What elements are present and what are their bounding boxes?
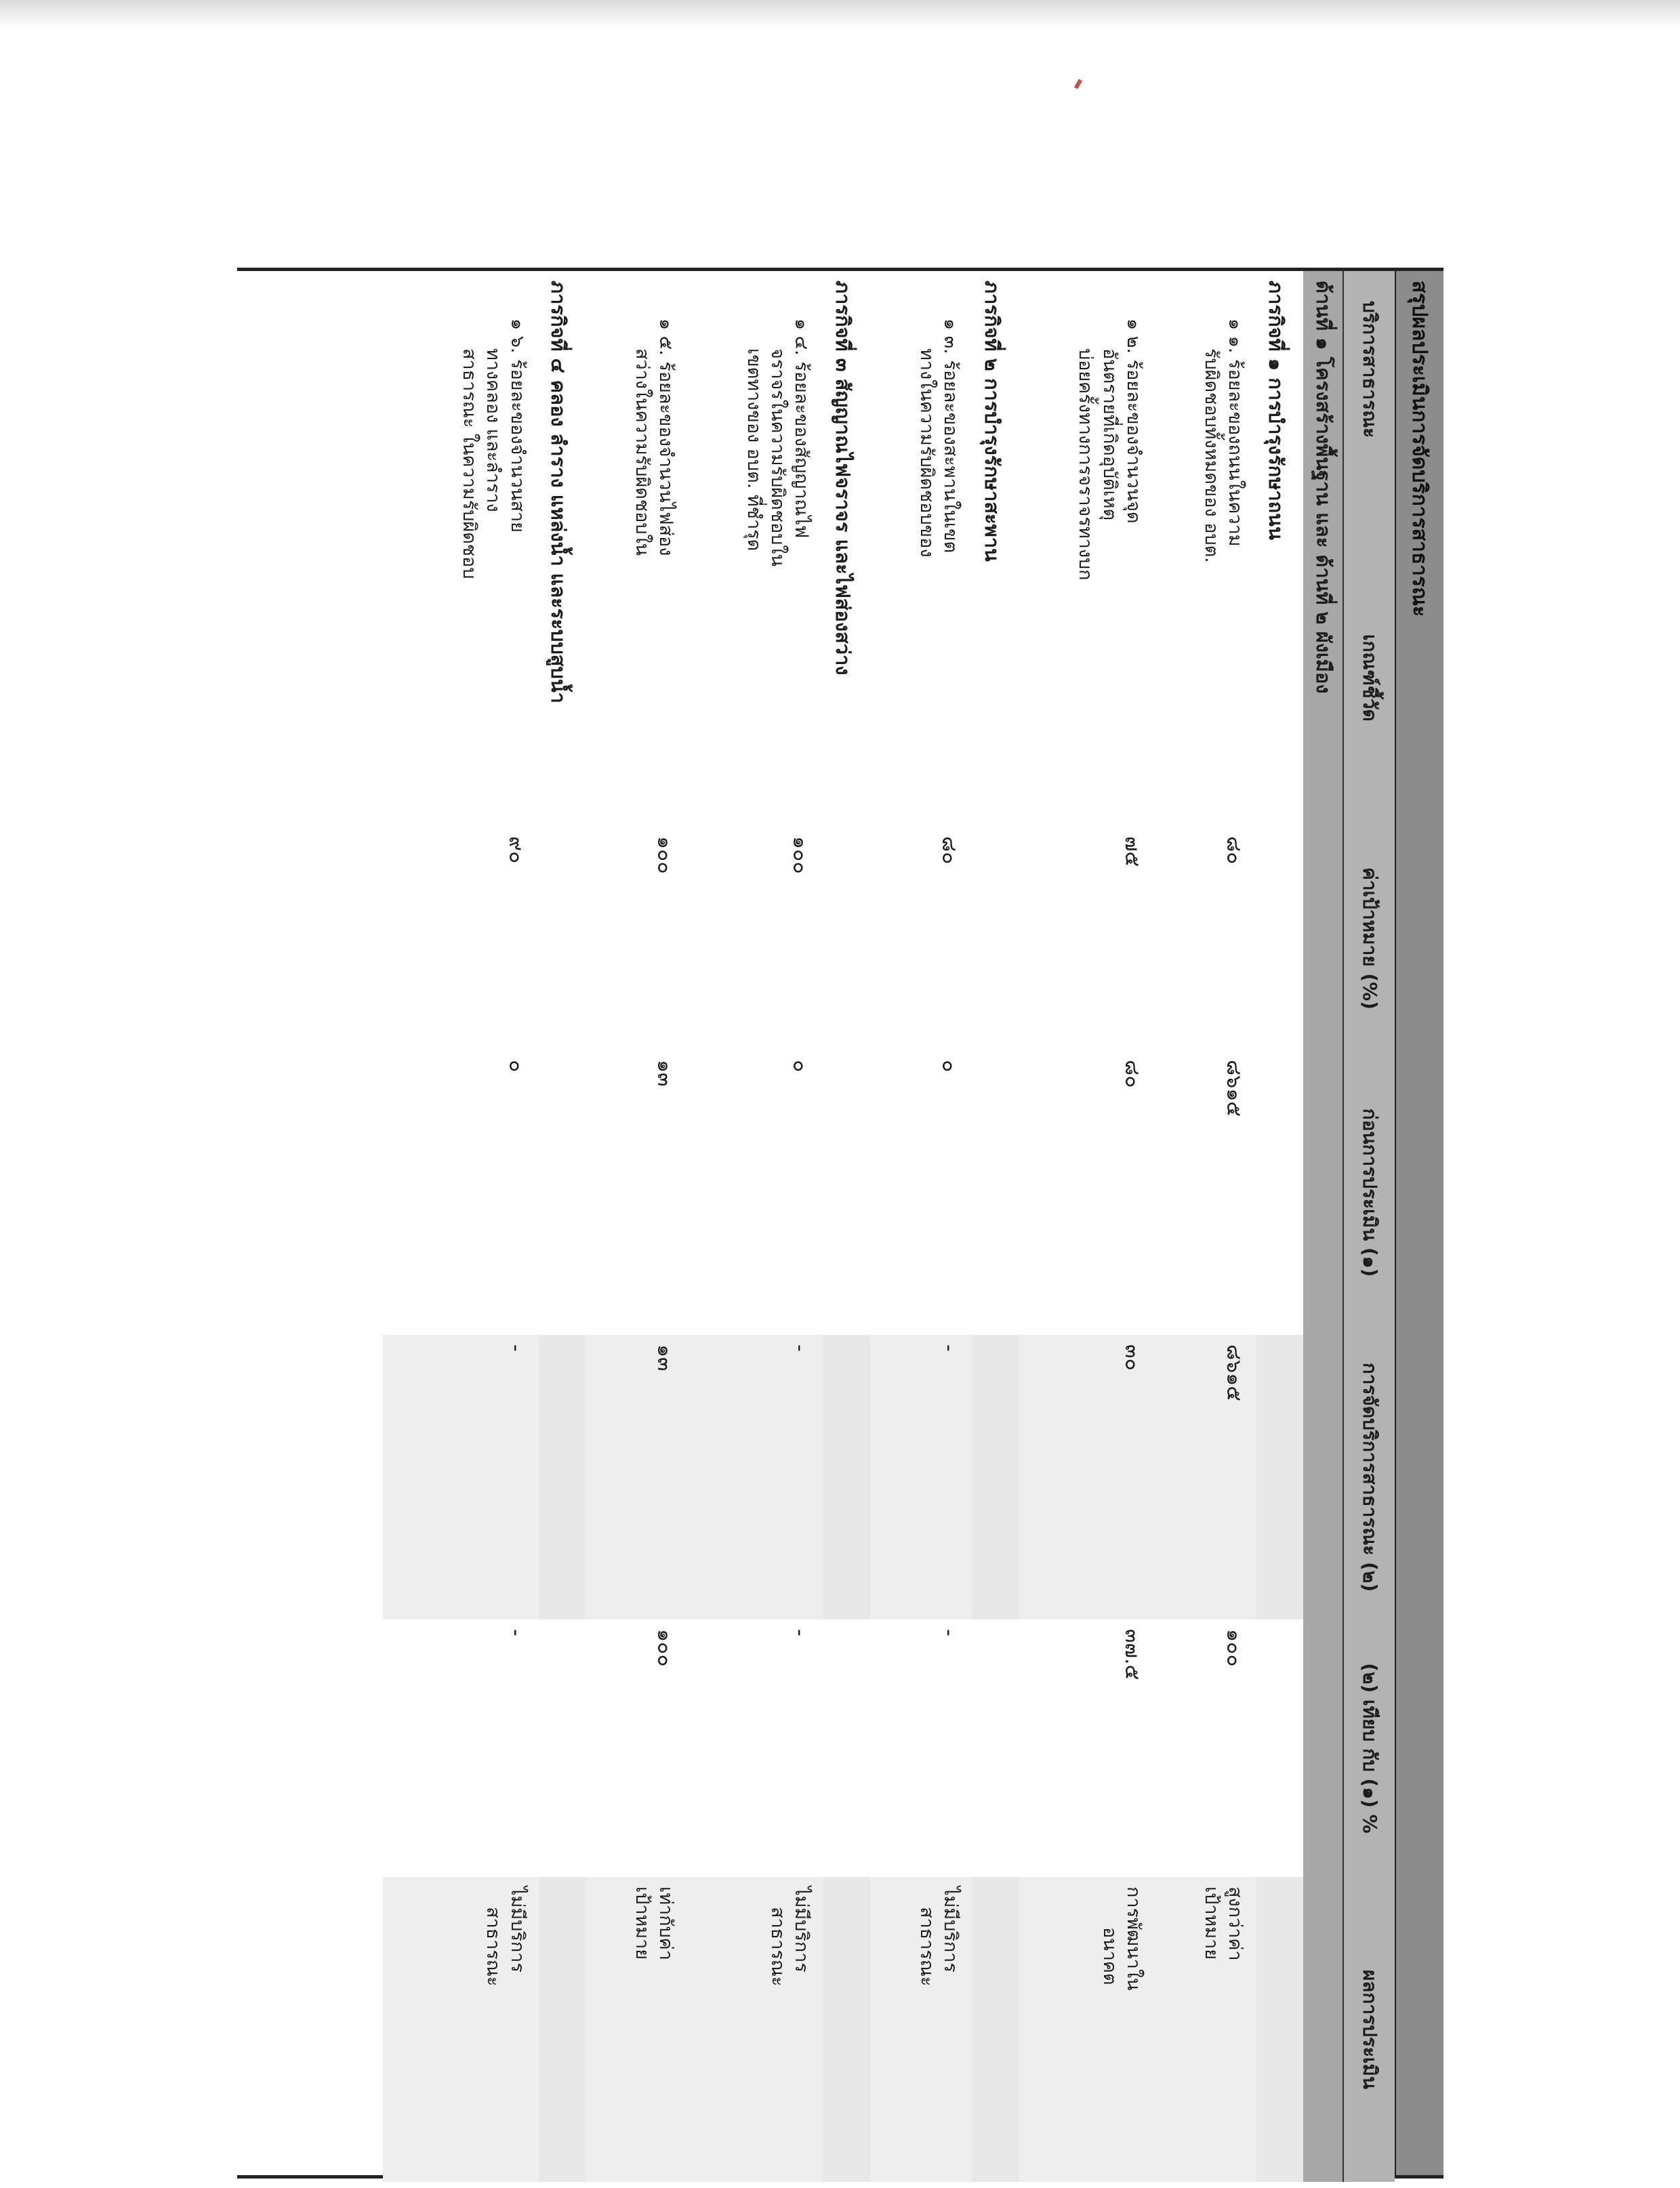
provided-cell: - [403, 1335, 539, 1619]
scan-shadow [0, 0, 1680, 27]
result-line: การพัฒนาใน [1122, 1886, 1144, 1991]
indicator-line: อันตรายที่เกิดอุบัติเหตุ [1099, 348, 1120, 521]
indicator-cell [403, 271, 539, 827]
indicator-cell [1155, 271, 1256, 827]
result-line: ไม่มีบริการ [791, 1886, 813, 1973]
target-cell: ๑๐๐ [788, 836, 813, 874]
compare-cell: - [504, 1629, 528, 1636]
indicator-line: ๑ ๕. ร้อยละของจำนวนไฟส่อง [655, 318, 677, 556]
compare-cell: ๑๐๐ [653, 1629, 677, 1667]
mission-title: ภารกิจที่ ๓ สัญญาณไฟจราจร และไฟส่องสว่าง [831, 281, 855, 676]
indicator-cell [1019, 271, 1155, 827]
before-cell: ๐ [504, 1060, 528, 1073]
page-title: สรุปผลประเมินการจัดบริการสาธารณะ [1395, 271, 1443, 2175]
table-row [1019, 271, 1155, 2182]
mission-row [823, 271, 870, 2182]
mission-title: ภารกิจที่ ๒ การบำรุงรักษาสะพาน [980, 281, 1004, 562]
scan-speck [1074, 79, 1082, 89]
result-line: เป้าหมาย [632, 1886, 653, 1960]
rotated-document-page [237, 268, 1443, 2179]
target-cell: ๘๐ [937, 836, 961, 865]
table-end-spacer [383, 271, 403, 2182]
indicator-line: เขตทางของ อบต. ที่ชำรุด [743, 348, 765, 552]
evaluation-table [383, 271, 1395, 2182]
before-cell: ๘๖๑๕ [1221, 1060, 1246, 1117]
result-line: ไม่มีบริการ [939, 1886, 961, 1973]
mission-row [1256, 271, 1304, 2182]
before-cell: ๘๐ [1120, 1060, 1144, 1088]
indicator-cell [687, 271, 823, 827]
table-row [870, 271, 972, 2182]
table-row [586, 271, 687, 2182]
header-indicator-label: เกณฑ์ชี้วัด [1358, 634, 1381, 722]
indicator-cell [586, 271, 687, 827]
table-row [1155, 271, 1256, 2182]
header-compare: (๒) เทียบ กับ (๑) % [1343, 1619, 1395, 1877]
header-service-label: บริการสาธารณะ [1358, 301, 1381, 438]
target-cell: ๑๐๐ [653, 836, 677, 874]
indicator-line: รับผิดชอบทั้งหมดของ อบต. [1200, 348, 1222, 563]
provided-cell: - [870, 1335, 972, 1619]
section-row [1303, 271, 1343, 2182]
table-row [403, 271, 539, 2182]
indicator-line: ทางในความรับผิดชอบของ [916, 348, 937, 558]
compare-cell: ๑๐๐ [1221, 1629, 1246, 1667]
result-line: สาธารณะ [767, 1907, 789, 1987]
mission-title: ภารกิจที่ ๔ คลอง ลำราง แหล่งน้ำ และระบบสูบน้ำ [547, 281, 571, 703]
result-cell [403, 1877, 539, 2182]
mission-row [972, 271, 1019, 2182]
target-cell: ๙๐ [504, 836, 528, 864]
result-cell [586, 1877, 687, 2182]
compare-cell: - [937, 1629, 961, 1636]
result-line: เป้าหมาย [1200, 1886, 1222, 1960]
compare-cell: ๓๗.๕ [1120, 1629, 1144, 1680]
before-cell: ๐ [937, 1060, 961, 1073]
indicator-line: ๑ ๑. ร้อยละของถนนในความ [1224, 318, 1246, 547]
header-provided: การจัดบริการสาธารณะ (๒) [1343, 1335, 1395, 1619]
provided-cell: ๘๖๑๕ [1155, 1335, 1256, 1619]
provided-cell: ๓๐ [1019, 1335, 1155, 1619]
indicator-line: ทางคลอง และลำราง [483, 348, 504, 512]
header-row [1343, 271, 1395, 2182]
header-target: ค่าเป้าหมาย (%) [1343, 827, 1395, 1050]
indicator-cell [870, 271, 972, 827]
header-result: ผลการประเมิน [1343, 1877, 1395, 2182]
before-cell: ๑๓ [653, 1060, 677, 1087]
provided-cell: - [687, 1335, 823, 1619]
section-title: ด้านที่ ๑ โครงสร้างพื้นฐาน และ ด้านที่ ๒ ผังเมือง [1303, 271, 1343, 2182]
mission-title: ภารกิจที่ ๑ การบำรุงรักษาถนน [1265, 281, 1288, 540]
result-line: เท่ากับค่า [655, 1886, 677, 1960]
indicator-line: ๑ ๒. ร้อยละของจำนวนจุด [1122, 318, 1144, 524]
indicator-line: สว่างในความรับผิดชอบใน [632, 348, 653, 556]
result-line: สูงกว่าค่า [1224, 1886, 1246, 1961]
result-line: อนาคต [1099, 1927, 1120, 1985]
indicator-line: ๑ ๖. ร้อยละของจำนวนสาย [506, 318, 528, 533]
target-cell: ๘๐ [1221, 836, 1246, 865]
provided-cell: ๑๓ [586, 1335, 687, 1619]
result-line: ไม่มีบริการ [506, 1886, 528, 1973]
result-line: สาธารณะ [916, 1907, 937, 1987]
compare-cell: - [788, 1629, 813, 1636]
indicator-line: บ่อยครั้งทางการจราจรทางบก [1075, 348, 1097, 581]
result-cell [870, 1877, 972, 2182]
target-cell: ๗๕ [1120, 836, 1144, 867]
header-before: ก่อนการประเมิน (๑) [1343, 1050, 1395, 1335]
result-cell [687, 1877, 823, 2182]
indicator-line: ๑ ๔. ร้อยละของสัญญาณไฟ [791, 318, 813, 539]
before-cell: ๐ [788, 1060, 813, 1073]
indicator-line: จราจรในความรับผิดชอบใน [767, 348, 789, 566]
indicator-line: สาธารณะ ในความรับผิดชอบ [459, 348, 480, 579]
header-indicator [1343, 271, 1395, 827]
result-cell [1155, 1877, 1256, 2182]
mission-row [539, 271, 586, 2182]
indicator-line: ๑ ๓. ร้อยละของสะพานในเขต [939, 318, 961, 554]
table-row [687, 271, 823, 2182]
result-cell [1019, 1877, 1155, 2182]
result-line: สาธารณะ [483, 1907, 504, 1987]
